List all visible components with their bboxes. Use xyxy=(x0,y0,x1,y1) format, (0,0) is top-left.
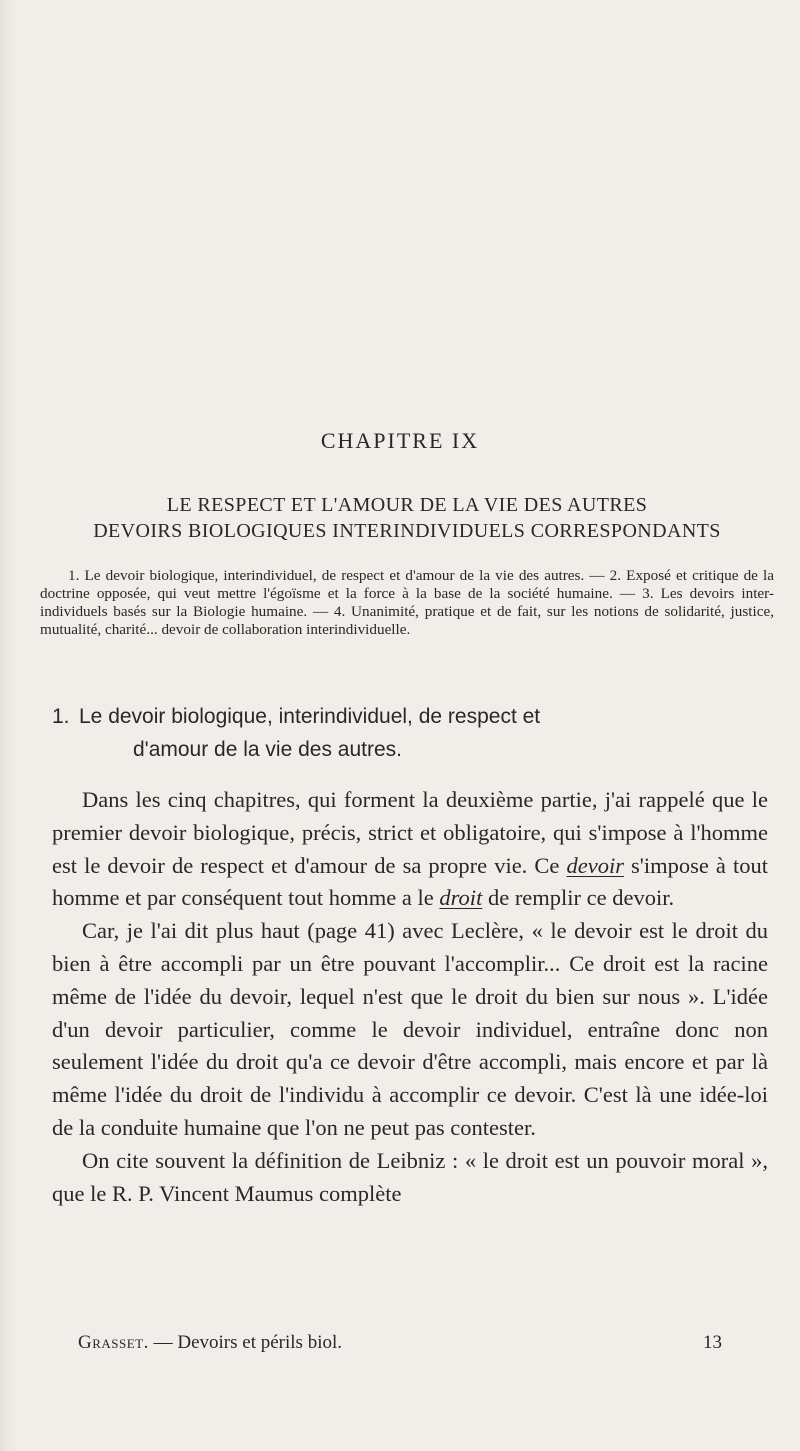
page-edge xyxy=(0,0,16,1451)
emphasis-droit: droit xyxy=(439,885,483,911)
body-text xyxy=(52,784,768,1210)
paragraph-1 xyxy=(52,784,768,915)
subheading-number: 1. xyxy=(52,705,70,728)
paragraph-1-part-a: Dans les cinq chapitres, qui forment la deuxième partie, j'ai rappelé que le premier devoir biologique, précis, strict et obligatoire, qui s'impose à l'homme est le devoir de respect et d'amour de sa propre vie. Ce xyxy=(52,787,768,878)
section-subheading xyxy=(52,700,764,766)
signature-mark: 13 xyxy=(703,1332,722,1353)
paragraph-3: On cite souvent la définition de Leibniz : « le droit est un pouvoir moral », que le R. P. Vincent Maumus complète xyxy=(52,1147,768,1206)
footer-reference xyxy=(78,1332,342,1354)
subheading-line1: Le devoir biologique, interindividuel, de respect et xyxy=(79,705,541,728)
section-heading-line2: DEVOIRS BIOLOGIQUES INTERINDIVIDUELS CORRESPONDANTS xyxy=(93,520,721,542)
paragraph-1-part-c: de remplir ce devoir. xyxy=(482,885,675,911)
footer-title: Devoirs et périls biol. xyxy=(177,1332,343,1353)
subheading-line2: d'amour de la vie des autres. xyxy=(133,738,402,761)
paragraph-1-part-b: s'impose à tout homme et par conséquent tout homme a le xyxy=(52,852,768,911)
section-heading xyxy=(40,492,774,544)
footer-author: Grasset. xyxy=(78,1332,149,1353)
section-heading-line1: LE RESPECT ET L'AMOUR DE LA VIE DES AUTRES xyxy=(166,494,648,516)
emphasis-devoir: devoir xyxy=(566,852,624,878)
paragraph-2: Car, je l'ai dit plus haut (page 41) avec Leclère, « le devoir est le droit du bien à être accompli par un être pouvant l'accomplir... Ce droit est la racine même de l'idée du devoir, lequel n'est que le droit du bien sur nous ». L'idée d'un devoir particulier, comme le devoir individuel, entraîne donc non seulement l'idée du droit qu'a ce devoir d'être accompli, mais encore et par là même l'idée du droit de l'individu à accomplir ce devoir. C'est là une idée-loi de la conduite humaine que l'on ne peut pas contester. xyxy=(52,918,768,1140)
chapter-summary: 1. Le devoir biologique, interindividuel, de respect et d'amour de la vie des autres. — 2. Exposé et critique de la doctrine opposée, qui veut mettre l'égoïsme et la force à la base de la société humaine. — 3. Les devoirs inter-individuels basés sur la Biologie humaine. — 4. Unanimité, pratique et de fait, sur les notions de solidarité, justice, mutualité, charité... devoir de collaboration interindividuelle. xyxy=(40,567,774,638)
page-footer xyxy=(78,1332,724,1354)
chapter-title: CHAPITRE IX xyxy=(320,428,480,453)
footer-dash: — xyxy=(148,1332,178,1353)
